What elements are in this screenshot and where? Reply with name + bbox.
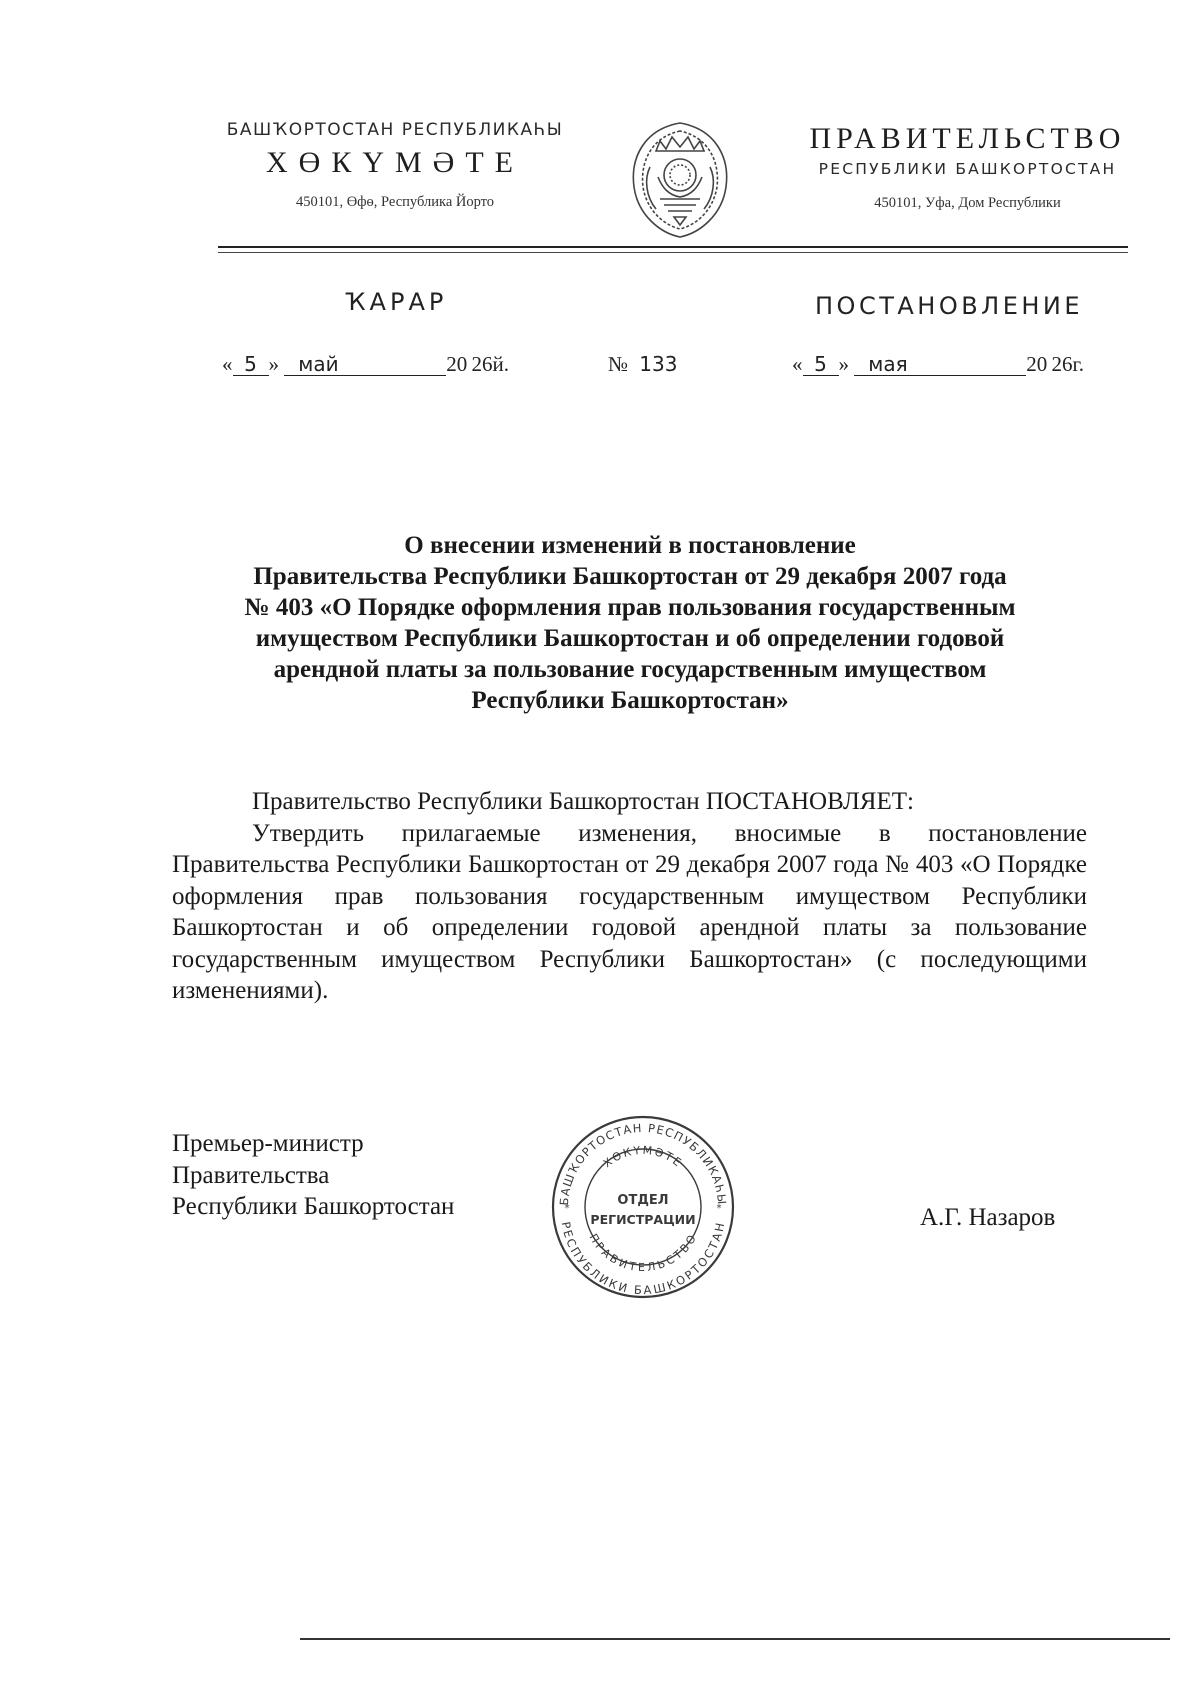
title-line: арендной платы за пользование государственным имуществом <box>273 656 987 683</box>
stamp-outer-top-text: БАШҠОРТОСТАН РЕСПУБЛИКАҺЫ <box>556 1120 730 1206</box>
date-left-year-suffix: 26й. <box>471 352 509 376</box>
document-body <box>172 786 1087 1007</box>
title-line: имуществом Республики Башкортостан и об определении годовой <box>255 625 1005 652</box>
header-right-republic: РЕСПУБЛИКИ БАШКОРТОСТАН <box>818 160 1117 178</box>
signature-position <box>172 1128 454 1223</box>
doc-number-label: № <box>608 352 629 376</box>
doc-type-russian: ПОСТАНОВЛЕНИЕ <box>815 292 1084 320</box>
body-intro: Правительство Республики Башкортостан ПОСТАНОВЛЯЕТ: <box>252 788 914 815</box>
stamp-outer-bottom-text: РЕСПУБЛИКИ БАШКОРТОСТАН <box>558 1220 728 1297</box>
header-left-republic: БАШҠОРТОСТАН РЕСПУБЛИКАҺЫ <box>226 120 564 140</box>
doc-number <box>608 352 677 377</box>
header-divider-thin <box>218 252 1128 253</box>
signature-position-line: Премьер-министр <box>172 1130 364 1157</box>
date-right <box>792 352 1084 377</box>
stamp-inner-bottom-text: ПРАВИТЕЛЬСТВО <box>586 1231 700 1275</box>
date-left-year-prefix: 20 <box>446 352 468 376</box>
doc-number-value: 133 <box>639 352 678 376</box>
date-right-year-prefix: 20 <box>1026 352 1048 376</box>
date-right-day: 5 <box>803 353 839 376</box>
stamp-star-right: * <box>716 1203 722 1214</box>
body-text: Утвердить прилагаемые изменения, вносимые в постановление Правительства Республики Башкортостан от 29 декабря 2007 года № 403 «О Порядке оформления прав пользования государственным имуществом Республики Башкортостан и об определении годовой арендной платы за пользование государственным имуществом Республики Башкортостан» (с последующими изменениями). <box>172 819 1087 1004</box>
title-line: Республики Башкортостан» <box>471 687 789 714</box>
stamp-center-line2: РЕГИСТРАЦИИ <box>590 1212 696 1227</box>
stamp-center-line1: ОТДЕЛ <box>617 1193 669 1208</box>
document-title <box>160 530 1100 716</box>
bottom-scan-line <box>300 1638 1170 1640</box>
coat-of-arms-icon <box>620 117 740 243</box>
title-line: О внесении изменений в постановление <box>404 532 856 559</box>
date-right-month: мая <box>854 353 1026 376</box>
date-right-close-quote: » <box>838 352 849 376</box>
header-left-address: 450101, Өфө, Республика Йорто <box>295 194 495 210</box>
date-right-year-suffix: 26г. <box>1051 352 1084 376</box>
date-left-close-quote: » <box>268 352 279 376</box>
title-line: Правительства Республики Башкортостан от 29 декабря 2007 года <box>253 563 1007 590</box>
doc-type-bashkir: ҠАРАР <box>345 288 448 316</box>
header-right-address: 450101, Уфа, Дом Республики <box>874 195 1061 211</box>
title-line: № 403 «О Порядке оформления прав пользования государственным <box>244 594 1016 621</box>
svg-text:ХӨКҮМӘТЕ <box>601 1144 685 1170</box>
date-left-day: 5 <box>233 353 269 376</box>
registration-stamp <box>548 1112 738 1302</box>
header-left-government: ХӨКҮМӘТЕ <box>266 146 524 179</box>
date-left-open-quote: « <box>222 352 233 376</box>
signature-position-line: Правительства <box>172 1161 330 1189</box>
header-left-block <box>195 120 595 211</box>
svg-text:РЕСПУБЛИКИ БАШКОРТОСТАН <box>559 1221 727 1297</box>
header-divider <box>218 246 1128 248</box>
stamp-star-left: * <box>564 1203 570 1214</box>
date-right-open-quote: « <box>792 352 803 376</box>
signatory-name: А.Г. Назаров <box>920 1204 1056 1231</box>
date-left-month: май <box>284 353 446 376</box>
header-right-government: ПРАВИТЕЛЬСТВО <box>809 122 1126 155</box>
signature-position-line: Республики Башкортостан <box>172 1193 455 1220</box>
date-left <box>222 352 509 377</box>
svg-text:ПРАВИТЕЛЬСТВО <box>586 1232 699 1274</box>
stamp-inner-top-text: ХӨКҮМӘТЕ <box>600 1143 686 1171</box>
header-right-block <box>790 122 1145 212</box>
